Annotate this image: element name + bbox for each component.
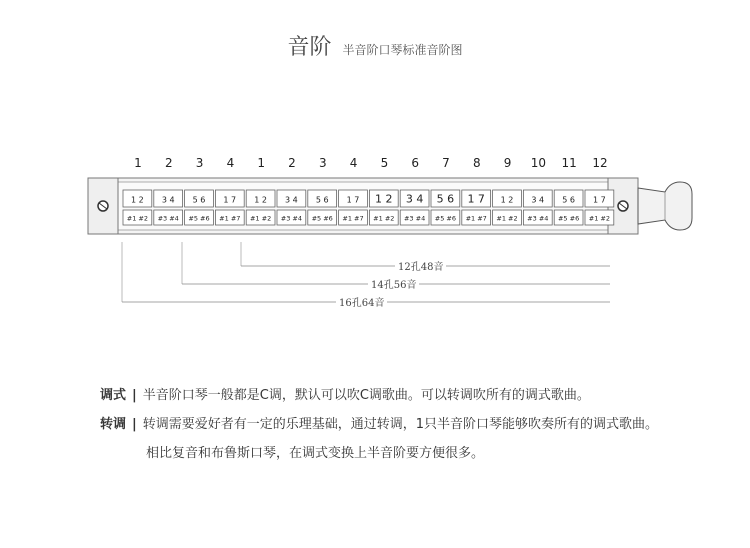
draw-note-label: #3 #4: [157, 214, 179, 223]
hole-number: 5: [380, 156, 389, 170]
blow-note-label: 3 4: [405, 192, 424, 206]
blow-note-label: 1 2: [500, 195, 514, 205]
hole-number: 3: [318, 156, 327, 170]
hole-number: 2: [164, 156, 173, 170]
blow-note-label: 3 4: [285, 195, 298, 205]
draw-note-label: #1 #2: [249, 214, 272, 223]
range-14-label: 14孔56音: [368, 276, 419, 291]
blow-note-label: 1 7: [593, 195, 606, 205]
hole-number: 11: [561, 156, 577, 170]
draw-note-label: #5 #6: [188, 214, 210, 223]
draw-note-label: #1 #7: [465, 214, 487, 223]
hole-number: 10: [530, 156, 547, 170]
transpose-note-2: [146, 442, 484, 461]
mode-separator: |: [132, 388, 137, 403]
transpose-text: 转调需要爱好者有一定的乐理基础，通过转调，1只半音阶口琴能够吹奏所有的调式歌曲。: [142, 417, 659, 432]
hole-number: 3: [195, 156, 204, 170]
blow-note-label: 1 7: [223, 195, 237, 205]
draw-note-label: #5 #6: [311, 214, 333, 223]
blow-note-label: 5 6: [192, 195, 206, 205]
transpose-text-2: 相比复音和布鲁斯口琴，在调式变换上半音阶要方便很多。: [146, 446, 485, 461]
draw-note-label: #3 #4: [527, 214, 549, 223]
transpose-note: [100, 413, 658, 432]
draw-note-label: #1 #2: [126, 214, 149, 223]
transpose-separator: |: [132, 417, 137, 432]
draw-note-label: #1 #2: [373, 214, 395, 223]
hole-number: 12: [592, 156, 608, 170]
blow-note-label: 5 6: [436, 192, 455, 206]
transpose-key: 转调: [100, 417, 127, 432]
draw-note-label: #1 #2: [588, 214, 611, 223]
blow-note-label: 1 2: [131, 195, 144, 205]
range-16-label: 16孔64音: [336, 294, 387, 309]
draw-note-label: #3 #4: [403, 214, 426, 223]
hole-number: 4: [349, 156, 358, 170]
draw-note-label: #1 #2: [496, 214, 518, 223]
draw-note-label: #1 #7: [219, 214, 241, 223]
title-main: 音阶: [287, 35, 332, 60]
mode-key: 调式: [100, 388, 127, 403]
mode-note: [100, 384, 590, 403]
blow-note-label: 5 6: [562, 195, 575, 205]
blow-note-label: 5 6: [315, 195, 329, 205]
hole-number: 6: [411, 156, 419, 170]
draw-note-label: #5 #6: [557, 214, 580, 223]
blow-note-label: 1 2: [375, 192, 393, 206]
hole-number: 1: [257, 156, 265, 170]
title-subtitle: 半音阶口琴标准音阶图: [342, 43, 463, 57]
draw-note-label: #1 #7: [342, 214, 364, 223]
blow-note-label: 3 4: [531, 195, 545, 205]
page-title: [0, 30, 750, 61]
range-12-label: 12孔48音: [395, 258, 446, 273]
blow-note-label: 1 7: [467, 192, 485, 206]
blow-note-label: 3 4: [161, 195, 175, 205]
draw-note-label: #5 #6: [434, 214, 457, 223]
draw-note-label: #3 #4: [280, 214, 303, 223]
hole-number: 7: [442, 156, 450, 170]
hole-number: 2: [288, 156, 296, 170]
mode-text: 半音阶口琴一般都是C调，默认可以吹C调歌曲。可以转调吹所有的调式歌曲。: [142, 388, 590, 403]
hole-number: 9: [503, 156, 512, 170]
blow-note-label: 1 2: [254, 195, 267, 205]
hole-number: 1: [134, 156, 142, 170]
harmonica-diagram: [80, 170, 710, 242]
hole-number: 4: [226, 156, 235, 170]
blow-note-label: 1 7: [346, 195, 360, 205]
hole-number: 8: [472, 156, 481, 170]
